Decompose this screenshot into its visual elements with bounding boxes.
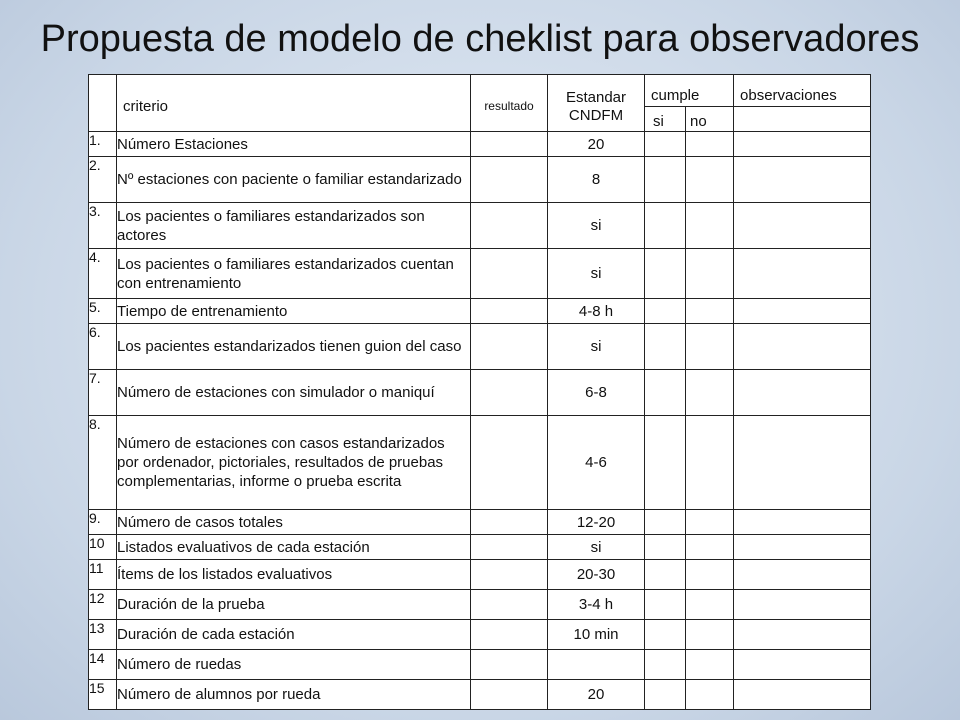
cumple-si-cell[interactable] — [645, 680, 686, 710]
header-observaciones: observaciones — [734, 75, 871, 107]
cumple-no-cell[interactable] — [686, 299, 734, 324]
row-estandar: si — [548, 203, 645, 249]
table-row — [89, 620, 871, 650]
row-criterio: Número Estaciones — [117, 132, 471, 157]
observaciones-cell[interactable] — [734, 620, 871, 650]
cumple-si-cell[interactable] — [645, 299, 686, 324]
row-criterio: Los pacientes o familiares estandarizados son actores — [117, 203, 471, 249]
row-estandar — [548, 650, 645, 680]
row-number: 1. — [89, 132, 117, 157]
table-row — [89, 203, 871, 249]
header-estandar-line2: CNDFM — [568, 107, 624, 124]
header-no: no — [686, 107, 734, 132]
checklist-table — [88, 74, 871, 710]
observaciones-cell[interactable] — [734, 510, 871, 535]
resultado-cell[interactable] — [471, 680, 548, 710]
resultado-cell[interactable] — [471, 560, 548, 590]
observaciones-cell[interactable] — [734, 416, 871, 510]
table-row — [89, 299, 871, 324]
table-row — [89, 157, 871, 203]
header-si: si — [645, 107, 686, 132]
row-criterio: Duración de la prueba — [117, 590, 471, 620]
row-estandar: 4-6 — [548, 416, 645, 510]
table-row — [89, 650, 871, 680]
cumple-no-cell[interactable] — [686, 560, 734, 590]
resultado-cell[interactable] — [471, 416, 548, 510]
table-row — [89, 680, 871, 710]
resultado-cell[interactable] — [471, 535, 548, 560]
cumple-no-cell[interactable] — [686, 157, 734, 203]
row-estandar: 4-8 h — [548, 299, 645, 324]
header-row — [89, 75, 871, 107]
row-number: 2. — [89, 157, 117, 203]
cumple-si-cell[interactable] — [645, 620, 686, 650]
resultado-cell[interactable] — [471, 324, 548, 370]
cumple-no-cell[interactable] — [686, 510, 734, 535]
row-criterio: Los pacientes o familiares estandarizados cuentan con entrenamiento — [117, 249, 471, 299]
row-number: 7. — [89, 370, 117, 416]
page-title: Propuesta de modelo de cheklist para observadores — [40, 18, 920, 60]
row-estandar: 6-8 — [548, 370, 645, 416]
cumple-si-cell[interactable] — [645, 132, 686, 157]
table-row — [89, 249, 871, 299]
observaciones-cell[interactable] — [734, 680, 871, 710]
table-row — [89, 560, 871, 590]
row-estandar: 20 — [548, 132, 645, 157]
row-criterio: Número de casos totales — [117, 510, 471, 535]
cumple-si-cell[interactable] — [645, 510, 686, 535]
row-number: 8. — [89, 416, 117, 510]
header-estandar — [548, 75, 645, 132]
resultado-cell[interactable] — [471, 590, 548, 620]
row-estandar: si — [548, 249, 645, 299]
header-num-cell — [89, 75, 117, 132]
cumple-si-cell[interactable] — [645, 650, 686, 680]
header-cumple: cumple — [645, 75, 734, 107]
cumple-no-cell[interactable] — [686, 249, 734, 299]
cumple-no-cell[interactable] — [686, 535, 734, 560]
row-criterio: Tiempo de entrenamiento — [117, 299, 471, 324]
resultado-cell[interactable] — [471, 249, 548, 299]
resultado-cell[interactable] — [471, 299, 548, 324]
resultado-cell[interactable] — [471, 650, 548, 680]
observaciones-cell[interactable] — [734, 132, 871, 157]
row-number: 10 — [89, 535, 117, 560]
row-criterio: Los pacientes estandarizados tienen guion del caso — [117, 324, 471, 370]
resultado-cell[interactable] — [471, 510, 548, 535]
row-number: 5. — [89, 299, 117, 324]
cumple-no-cell[interactable] — [686, 620, 734, 650]
row-number: 4. — [89, 249, 117, 299]
resultado-cell[interactable] — [471, 620, 548, 650]
cumple-si-cell[interactable] — [645, 249, 686, 299]
table-row — [89, 132, 871, 157]
header-resultado: resultado — [471, 75, 548, 132]
cumple-si-cell[interactable] — [645, 416, 686, 510]
row-criterio: Duración de cada estación — [117, 620, 471, 650]
row-estandar: 3-4 h — [548, 590, 645, 620]
cumple-si-cell[interactable] — [645, 157, 686, 203]
table-row — [89, 370, 871, 416]
resultado-cell[interactable] — [471, 370, 548, 416]
table-row — [89, 324, 871, 370]
cumple-no-cell[interactable] — [686, 590, 734, 620]
resultado-cell[interactable] — [471, 203, 548, 249]
row-number: 9. — [89, 510, 117, 535]
row-estandar: 8 — [548, 157, 645, 203]
row-criterio: Número de estaciones con simulador o maniquí — [117, 370, 471, 416]
row-criterio: Nº estaciones con paciente o familiar estandarizado — [117, 157, 471, 203]
row-estandar: si — [548, 535, 645, 560]
row-number: 6. — [89, 324, 117, 370]
observaciones-cell[interactable] — [734, 299, 871, 324]
table-row — [89, 510, 871, 535]
row-estandar: 20-30 — [548, 560, 645, 590]
cumple-no-cell[interactable] — [686, 680, 734, 710]
row-estandar: si — [548, 324, 645, 370]
observaciones-cell[interactable] — [734, 203, 871, 249]
cumple-si-cell[interactable] — [645, 324, 686, 370]
row-criterio: Número de estaciones con casos estandarizados por ordenador, pictoriales, resultados de pruebas complementarias, informe o prueba escrita — [117, 416, 471, 510]
table-row — [89, 590, 871, 620]
observaciones-cell[interactable] — [734, 560, 871, 590]
row-number: 12 — [89, 590, 117, 620]
row-criterio: Listados evaluativos de cada estación — [117, 535, 471, 560]
row-estandar: 20 — [548, 680, 645, 710]
cumple-no-cell[interactable] — [686, 370, 734, 416]
cumple-no-cell[interactable] — [686, 132, 734, 157]
resultado-cell[interactable] — [471, 132, 548, 157]
cumple-no-cell[interactable] — [686, 203, 734, 249]
row-criterio: Ítems de los listados evaluativos — [117, 560, 471, 590]
cumple-no-cell[interactable] — [686, 416, 734, 510]
header-estandar-line1: Estandar — [565, 89, 627, 106]
observaciones-cell[interactable] — [734, 157, 871, 203]
row-number: 3. — [89, 203, 117, 249]
row-number: 14 — [89, 650, 117, 680]
cumple-si-cell[interactable] — [645, 560, 686, 590]
table-row — [89, 416, 871, 510]
table-row — [89, 535, 871, 560]
cumple-si-cell[interactable] — [645, 590, 686, 620]
row-criterio: Número de ruedas — [117, 650, 471, 680]
cumple-si-cell[interactable] — [645, 203, 686, 249]
row-number: 13 — [89, 620, 117, 650]
header-criterio: criterio — [117, 75, 471, 132]
observaciones-cell[interactable] — [734, 590, 871, 620]
cumple-no-cell[interactable] — [686, 650, 734, 680]
cumple-si-cell[interactable] — [645, 535, 686, 560]
observaciones-cell[interactable] — [734, 249, 871, 299]
observaciones-cell[interactable] — [734, 324, 871, 370]
resultado-cell[interactable] — [471, 157, 548, 203]
row-number: 11 — [89, 560, 117, 590]
row-estandar: 10 min — [548, 620, 645, 650]
observaciones-cell[interactable] — [734, 535, 871, 560]
cumple-si-cell[interactable] — [645, 370, 686, 416]
cumple-no-cell[interactable] — [686, 324, 734, 370]
header-observaciones-sub — [734, 107, 871, 132]
observaciones-cell[interactable] — [734, 370, 871, 416]
observaciones-cell[interactable] — [734, 650, 871, 680]
row-estandar: 12-20 — [548, 510, 645, 535]
row-criterio: Número de alumnos por rueda — [117, 680, 471, 710]
row-number: 15 — [89, 680, 117, 710]
